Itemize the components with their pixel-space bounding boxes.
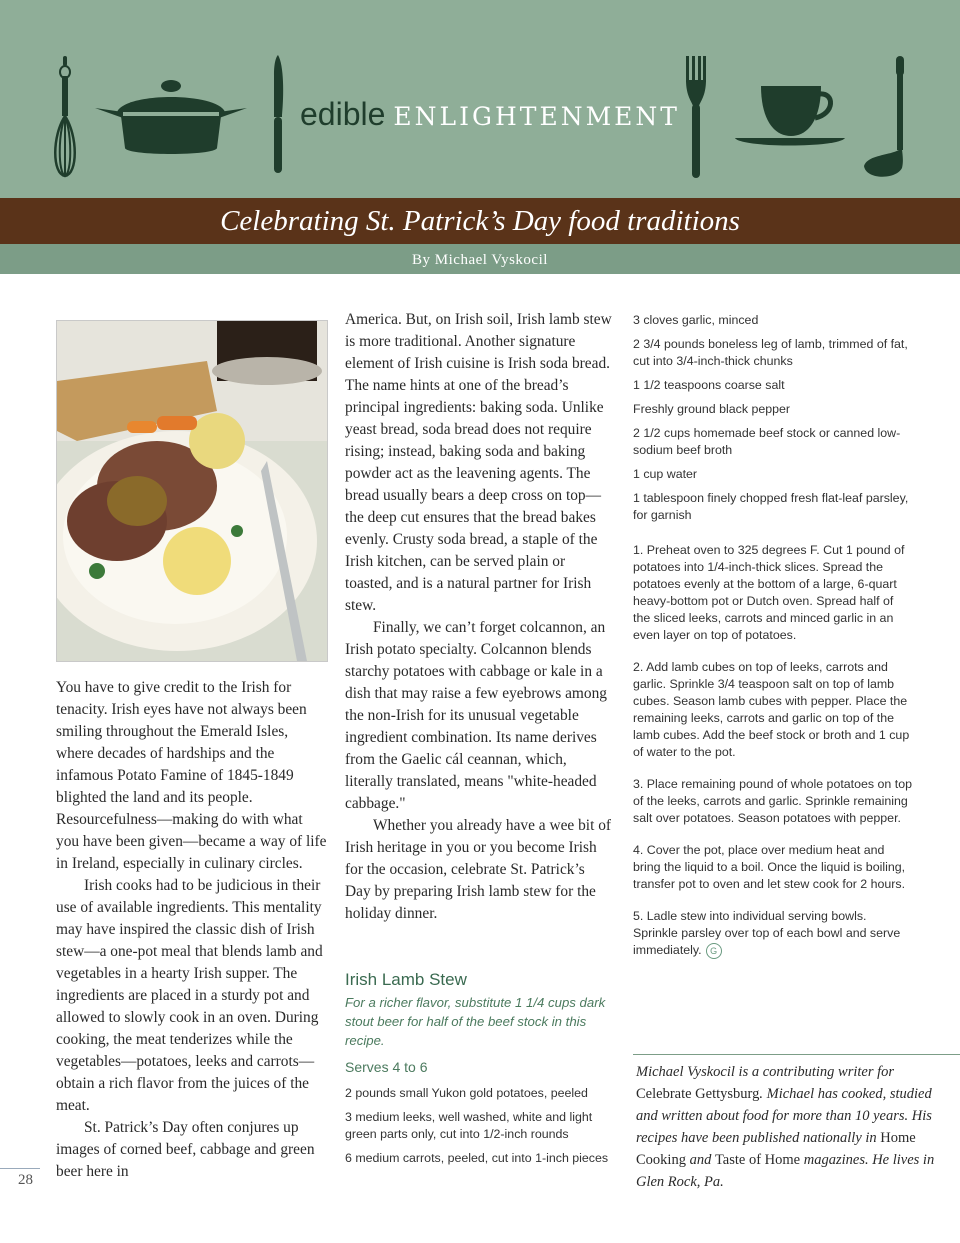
ingredient-item: Freshly ground black pepper [633, 402, 791, 416]
photo-irish-stew [56, 320, 328, 662]
ingredient-item: 1 tablespoon finely chopped fresh flat-leaf parsley, for garnish [633, 491, 909, 522]
bio-text: and [689, 1152, 712, 1168]
bio-divider [633, 1054, 960, 1055]
brand-main: edible [300, 96, 386, 132]
paragraph: Finally, we can’t forget colcannon, an Irish potato specialty. Colcannon blends starchy potatoes with cabbage or kale in a dish that may raise a few eyebrows among the non-Irish for its unusual vegetable ingredient combination. Its name derives from the Gaelic cál ceannan, which, literally translated, means "white-headed cabbage." [345, 619, 607, 812]
ladle-icon [862, 56, 908, 182]
recipe-title: Irish Lamb Stew [345, 970, 467, 989]
ingredient-item: 2 1/2 cups homemade beef stock or canned low-sodium beef broth [633, 426, 901, 457]
recipe-step [633, 908, 913, 959]
ingredient-list-b [633, 312, 913, 531]
section-brand [300, 96, 680, 133]
bio-text: Michael Vyskocil is a contributing writer for [636, 1064, 895, 1080]
paragraph: St. Patrick’s Day often conjures up images of corned beef, cabbage and green beer here in [56, 1119, 315, 1180]
end-mark-icon: G [706, 943, 722, 959]
recipe-step: 3. Place remaining pound of whole potatoes on top of the leeks, carrots and garlic. Sprinkle remaining salt over potatoes. Season potatoes with pepper. [633, 777, 912, 825]
recipe-step: 2. Add lamb cubes on top of leeks, carrots and garlic. Sprinkle 3/4 teaspoon salt on top of lamb cubes. Season lamb cubes with pepper. Place the remaining leeks, carrots and garlic on top of the lamb cubes. Add the beef stock or broth and 1 cup of water to the pot. [633, 660, 910, 759]
author-bio [636, 1061, 936, 1193]
ingredient-item: 6 medium carrots, peeled, cut into 1-inch pieces [345, 1151, 609, 1165]
recipe-step-text: 5. Ladle stew into individual serving bowls. Sprinkle parsley over top of each bowl and serve immediately. [633, 909, 901, 957]
recipe-steps [633, 542, 913, 974]
paragraph: America. But, on Irish soil, Irish lamb stew is more traditional. Another signature element of Irish cuisine is Irish soda bread. The name hints at one of the bread’s principal ingredients: baking soda. Unlike yeast bread, soda bread does not require rising; instead, baking soda and baking powder act as the leavening agents. The bread usually bears a deep cross on top—the deep cut ensures that the bread bakes evenly. Crusty soda bread, a staple of the Irish kitchen, can be served plain or toasted, and is a natural partner for Irish stew. [345, 311, 612, 614]
recipe-note: For a richer flavor, substitute 1 1/4 cups dark stout beer for half of the beef stock in this recipe. [345, 995, 606, 1048]
teacup-icon [735, 82, 845, 152]
recipe-step: 1. Preheat oven to 325 degrees F. Cut 1 pound of potatoes into 1/4-inch-thick slices. Spread the potatoes evenly at the bottom of a large, 6-quart heavy-bottom pot or Dutch oven. Spread half of the sliced leeks, carrots and minced garlic in an even layer on top of potatoes. [633, 543, 905, 642]
knife-icon [270, 55, 286, 175]
bio-text: . Michael has cooked, studied and written about food for more than 10 years. His recipes have been published nationally in [636, 1086, 932, 1146]
publication-name: Celebrate Gettysburg [636, 1086, 760, 1102]
ingredient-item: 1 1/2 teaspoons coarse salt [633, 378, 785, 392]
recipe-serves: Serves 4 to 6 [345, 1059, 428, 1075]
ingredient-item: 3 cloves garlic, minced [633, 313, 759, 327]
paragraph: Whether you already have a wee bit of Irish heritage in you or you become Irish for the occasion, celebrate St. Patrick’s Day by preparing Irish lamb stew for the holiday dinner. [345, 817, 612, 922]
article-title: Celebrating St. Patrick’s Day food traditions [220, 205, 740, 237]
ingredient-item: 2 3/4 pounds boneless leg of lamb, trimmed of fat, cut into 3/4-inch-thick chunks [633, 337, 908, 368]
brand-sub: ENLIGHTENMENT [393, 102, 680, 131]
page-number-rule [0, 1168, 40, 1169]
article-column-2 [345, 309, 613, 925]
masthead [0, 0, 960, 198]
title-bar [0, 198, 960, 244]
recipe-step: 4. Cover the pot, place over medium heat and bring the liquid to a boil. Once the liquid is boiling, transfer pot to oven and let stew cook for 2 hours. [633, 843, 906, 891]
byline-bar [0, 244, 960, 274]
ingredient-item: 2 pounds small Yukon gold potatoes, peeled [345, 1086, 588, 1100]
paragraph: You have to give credit to the Irish for tenacity. Irish eyes have not always been smiling throughout the Emerald Isles, where decades of hardships and the infamous Potato Famine of 1845-1849 blighted the land and its people. Resourcefulness—making do with what you have been given—became a way of life in Ireland, especially in culinary circles. [56, 679, 327, 872]
bio-text: magazines. He lives in Glen Rock, Pa. [636, 1152, 935, 1190]
page-number: 28 [18, 1172, 33, 1188]
fork-icon [684, 56, 708, 180]
byline: By Michael Vyskocil [412, 252, 548, 268]
ingredient-item: 3 medium leeks, well washed, white and light green parts only, cut into 1/2-inch rounds [345, 1110, 593, 1141]
publication-name: Home Cooking [636, 1130, 916, 1168]
ingredient-list-a [345, 1085, 615, 1174]
paragraph: Irish cooks had to be judicious in their use of available ingredients. This mentality may have inspired the classic dish of Irish stew—a one-pot meal that blends lamb and vegetables in a hearty Irish supper. The ingredients are placed in a sturdy pot and allowed to slowly cook in an oven. During cooking, the meat tenderizes while the vegetables—potatoes, leeks and carrots—obtain a rich flavor from the juices of the meat. [56, 877, 323, 1114]
article-column-1 [56, 677, 328, 1183]
publication-name: Taste of Home [714, 1152, 801, 1168]
whisk-icon [50, 56, 80, 180]
ingredient-item: 1 cup water [633, 467, 698, 481]
pot-icon [95, 78, 247, 158]
